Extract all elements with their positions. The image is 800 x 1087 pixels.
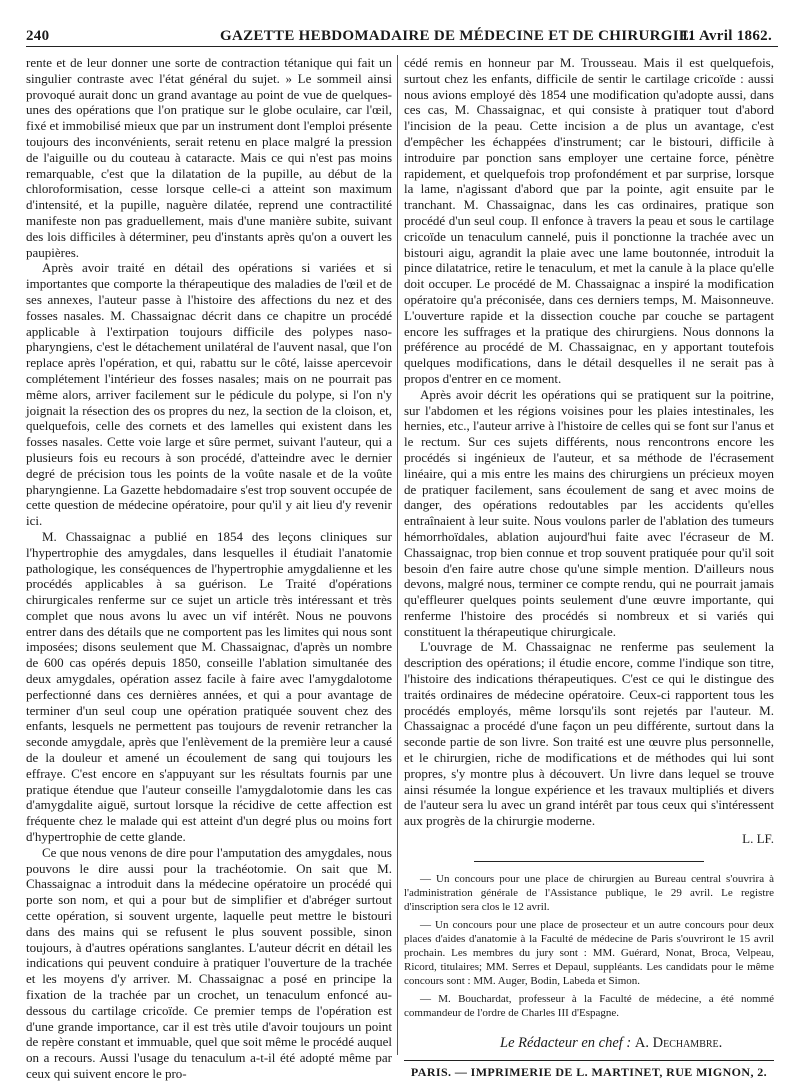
editor-label: Le Rédacteur en chef : <box>500 1035 632 1052</box>
paragraph: rente et de leur donner une sorte de contraction tétanique qui fait un singulier contraste avec l'état général du sujet. » Le sommeil ainsi provoqué aurait donc un grand avantage au point de vue de quelques-unes des opérations que l'on pratique sur le globe oculaire, car l'œil, fixé et immobilisé mieux que par un instrument dont l'emploi présente toujours des inconvénients, serait retenu en place malgré la pression de l'aiguille ou du couteau à cataracte. Mais ce qui n'est pas moins remarquable, c'est que la dilatation de la pupille, au début de la chloroformisation, cesse lorsque celle-ci a atteint son maximum d'intensité, et la pupille, naguère dilatée, reprend une contractilité manifeste non pas graduellement, mais d'une manière subite, suivant des lois difficiles à déterminer, peu d'instants après qu'on a ouvert les paupières. <box>26 55 392 260</box>
right-column <box>404 55 774 1081</box>
section-rule <box>474 861 704 862</box>
paragraph: Après avoir décrit les opérations qui se pratiquent sur la poitrine, sur l'abdomen et les régions voisines pour les plaies intestinales, les hernies, etc., l'auteur arrive à l'histoire de celles qui se font sur l'anus et le rectum. Sur ces sujets différents, nous rencontrons encore les procédés si ingénieux de l'auteur, et sa méthode de l'écrasement linéaire, qui a mis entre les mains des chirurgiens un précieux moyen de pratiquer facilement, sans écoulement de sang et avec moins de danger, des opérations redoutables par les accidents qu'elles entraînaient à leur suite. Nous voulons parler de l'ablation des tumeurs hémorrhoïdales, ablation aujourd'hui faite avec l'écraseur de M. Chassaignac, trop bien connue et trop souvent pratiquée pour qu'il soit besoin d'en faire autre chose qu'une simple mention. D'ailleurs nous devons, malgré nous, terminer ce compte rendu, qui ne pourrait jamais qu'effleurer quelques points seulement d'une œuvre importante, qui renferme l'histoire des procédés si nombreux et si variés qui constituent la thérapeutique chirurgicale. <box>404 386 774 639</box>
publication-title: GAZETTE HEBDOMADAIRE DE MÉDECINE ET DE CHIRURGIE. <box>220 28 694 44</box>
newspaper-page <box>26 0 778 1087</box>
column-divider <box>397 55 398 1055</box>
notices-section <box>404 872 774 1020</box>
page-number: 240 <box>26 28 50 44</box>
paragraph: cédé remis en honneur par M. Trousseau. Mais il est quelquefois, surtout chez les enfants, difficile de sentir le cartilage cricoïde : aussi nous avions employé dès 1854 une modification qu'adopte aussi, dans ces cas, M. Chassaignac, et qui consiste à pratiquer tout d'abord l'incision de la peau. Cette incision a de plus un avantage, c'est d'empêcher les échappées d'instrument; car le bistouri, difficile à introduire par ponction sans employer une certaine force, pénètre rapidement, et quelquefois trop profondément et par surprise, lorsque la lame, n'agissant d'abord que par la pointe, agit ensuite par le tranchant. M. Chassaignac, dans les cas ordinaires, pratique son procédé d'un seul coup. Il enfonce à travers la peau et sous le cartilage cricoïde un tenaculum cannelé, puis il ponctionne la trachée avec un bistouri aigu, agrandit la plaie avec une lame boutonnée, introduit la pince dilatatrice, retire le tenaculum, et met la canule à la place qu'elle doit occuper. Le procédé de M. Chassaignac a inspiré la modification opératoire qu'a préconisée, dans ces derniers temps, M. Maisonneuve. L'ouverture rapide et la dissection couche par couche se partagent encore les suffrages et la pratique des chirurgiens. Nous donnons la préférence au procédé de M. Chassaignac, en y apportant toutefois quelques modifications, dans le détail desquelles il ne serait pas à propos d'entrer en ce moment. <box>404 55 774 386</box>
page-header <box>26 24 778 47</box>
printer-imprint: PARIS. — IMPRIMERIE DE L. MARTINET, RUE MIGNON, 2. <box>410 1065 768 1080</box>
editor-name: A. Dechambre. <box>634 1035 723 1052</box>
notice-item: — Un concours pour une place de prosecteur et un autre concours pour deux places d'aides d'anatomie à la Faculté de médecine de Paris s'ouvriront le 15 avril prochain. Les membres du jury sont : MM. Guérard, Nonat, Broca, Velpeau, Ricord, titulaires; MM. Serres et Depaul, suppléants. Les candidats pour le même concours sont : MM. Auger, Bodin, Labeda et Simon. <box>404 919 774 988</box>
left-column <box>26 55 392 1082</box>
author-signature: L. LF. <box>742 831 774 847</box>
notice-item: — M. Bouchardat, professeur à la Faculté de médecine, a été nommé commandeur de l'ordre de Charles III d'Espagne. <box>404 993 774 1020</box>
paragraph: L'ouvrage de M. Chassaignac ne renferme pas seulement la description des opérations; il étudie encore, comme l'indique son titre, l'histoire des indications thérapeutiques. C'est ce qui le distingue des traités ordinaires de médecine opératoire. Ceux-ci rapportent tous les procédés employés, même lorsqu'ils sont rejetés par l'auteur. M. Chassaignac a procédé d'une façon un peu différente, surtout dans la seconde partie de son livre. Son traité est une œuvre plus personnelle, et le chirurgien, riche de modifications et de méthodes qui lui sont propres, s'y montre plus à découvert. Un livre dans lequel se trouve ainsi résumée la longue expérience et les travaux multipliés et divers de l'auteur sera lu avec un grand intérêt par tous ceux qui s'intéressent aux progrès de la chirurgie moderne. <box>404 639 774 829</box>
notice-item: — Un concours pour une place de chirurgien au Bureau central s'ouvrira à l'administration générale de l'Assistance publique, le 29 avril. Le registre d'inscription sera clos le 12 avril. <box>404 873 774 914</box>
paragraph: Ce que nous venons de dire pour l'amputation des amygdales, nous pouvons le dire aussi pour la trachéotomie. On sait que M. Chassaignac a introduit dans la médecine opératoire un procédé qui porte son nom, et qui a pour but de simplifier et d'abréger surtout cette opération, si souvent urgente, laquelle peut mettre le bistouri dans des mains qui se refusent le plus souvent possible, sinon toujours, à d'autres opérations sanglantes. L'auteur décrit en détail les indications qui peuvent conduire à pratiquer l'ouverture de la trachée et les moyens d'y arriver. M. Chassaignac a posé en principe la fixation de la trachée par un crochet, un tenaculum enfoncé au-dessous du cartilage cricoïde. Ce premier temps de l'opération est d'une grande importance, car il est très utile d'avoir toujours un point de repère constant et immuable, quel que soit même le procédé auquel on a recours. Aussi l'usage du tenaculum a-t-il été adopté même par ceux qui suivent encore le pro- <box>26 844 392 1081</box>
paragraph: M. Chassaignac a publié en 1854 des leçons cliniques sur l'hypertrophie des amygdales, dans lesquelles il étudiait l'anatomie pathologique, les conséquences de l'hypertrophie amygdalienne et les procédés applicables à sa guérison. Le Traité d'opérations chirurgicales renferme sur ce sujet un article très intéressant et très complet que nous avons lu avec un vif intérêt. Nous ne pouvons entrer dans des détails que ne comportent pas les limites qui nous sont imposées; disons seulement que M. Chassaignac, d'après un nombre de 600 cas opérés depuis 1850, conseille l'ablation simultanée des deux amygdales, opération assez facile à faire avec l'amygdalotome perfectionné dans ces dernières années, et qui a pour avantage de terminer d'un seul coup une opération pratiquée souvent chez des enfants, lesquels ne permettent pas toujours de revenir retrancher la seconde amygdale, après que l'enlèvement de la première leur a causé de la douleur et amené un écoulement de sang qui toujours les effraye. C'est encore en s'appuyant sur les résultats fournis par une pratique étendue que l'auteur conseille l'amygdalotomie dans les cas d'amygdalite aiguë, surtout lorsque la récidive de cette affection est fréquente chez le malade qui est atteint d'un degré plus ou moins fort d'hypertrophie de cette glande. <box>26 528 392 845</box>
editor-line <box>404 1036 774 1052</box>
issue-date: 11 Avril 1862. <box>680 28 772 44</box>
footer-rule <box>404 1060 774 1061</box>
paragraph: Après avoir traité en détail des opérations si variées et si importantes que comporte la thérapeutique des maladies de l'œil et de ses annexes, l'auteur passe à l'histoire des affections du nez et des fosses nasales. M. Chassaignac décrit dans ce chapitre un procédé applicable à l'extirpation toujours difficile des polypes naso-pharyngiens, c'est le détachement unilatéral de l'auvent nasal, que l'on replace après l'opération, et qui, rabattu sur le côté, laisse apercevoir complétement l'intérieur des fosses nasales; mais on ne pourrait pas même alors, arriver facilement sur le pédicule du polype, si l'on n'y joignait la résection des os propres du nez, la section de la cloison, et, quelquefois, celle des cornets et des lamelles qui existent dans les fosses nasales. Cette voie large et sûre permet, suivant l'auteur, qui a plusieurs fois eu recours à son procédé, d'atteindre avec le dernier degré de précision tous les points de la voûte nasale et de la voûte pharyngienne. La Gazette hebdomadaire s'est trop souvent occupée de cette question de médecine opératoire, pour qu'il y ait lieu d'y revenir ici. <box>26 260 392 529</box>
